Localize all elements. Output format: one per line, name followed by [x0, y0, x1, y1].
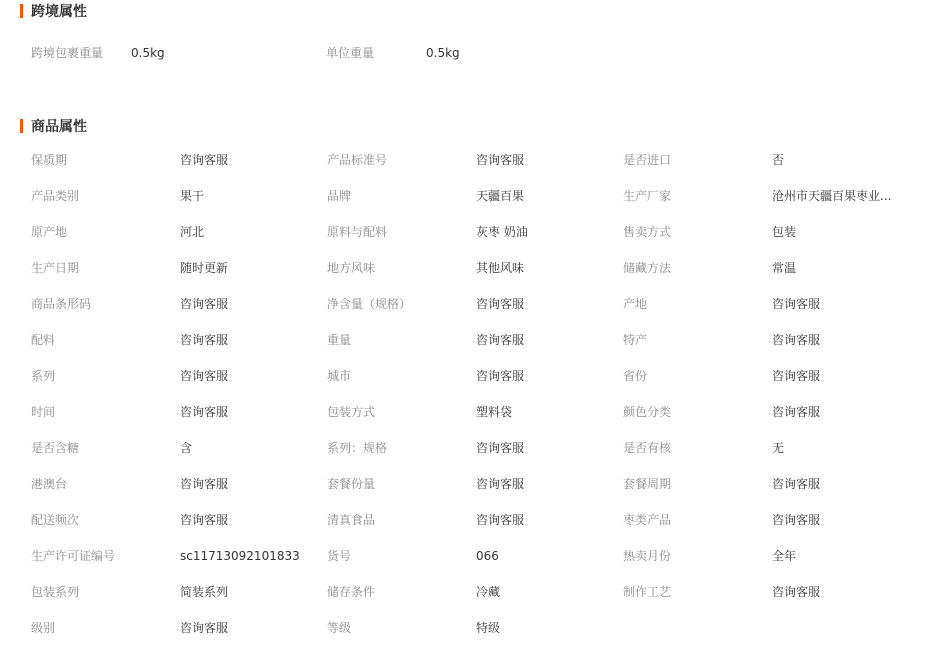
cross-border-label: 单位重量 [326, 46, 375, 60]
attribute-value: 咨询客服 [772, 333, 821, 347]
attribute-cell [31, 394, 327, 430]
attribute-value: 塑料袋 [476, 405, 513, 419]
attribute-row [31, 394, 931, 430]
attribute-label: 生产厂家 [623, 189, 672, 203]
attribute-value: 特级 [476, 621, 501, 635]
attribute-cell [623, 322, 919, 358]
cross-border-label: 跨境包裹重量 [31, 46, 104, 60]
attribute-label: 地方风味 [327, 261, 376, 275]
attribute-value: 咨询客服 [772, 585, 821, 599]
attribute-label: 售卖方式 [623, 225, 672, 239]
attribute-cell [31, 502, 327, 538]
attribute-cell [327, 394, 623, 430]
attribute-value: 咨询客服 [476, 441, 525, 455]
attribute-value: 包装 [772, 225, 797, 239]
attribute-cell [31, 538, 327, 574]
attribute-label: 商品条形码 [31, 297, 92, 311]
attribute-label: 制作工艺 [623, 585, 672, 599]
attribute-cell [327, 538, 623, 574]
attribute-label: 原料与配料 [327, 225, 388, 239]
attribute-label: 热卖月份 [623, 549, 672, 563]
attribute-label: 级别 [31, 621, 56, 635]
cross-border-row [0, 44, 949, 62]
attribute-value: 咨询客服 [180, 369, 229, 383]
attribute-label: 是否进口 [623, 153, 672, 167]
attribute-value: 咨询客服 [476, 153, 525, 167]
attribute-cell [623, 430, 919, 466]
attribute-label: 颜色分类 [623, 405, 672, 419]
attribute-row [31, 142, 931, 178]
attribute-value: 咨询客服 [476, 369, 525, 383]
attribute-value: 随时更新 [180, 261, 229, 275]
attribute-cell [327, 502, 623, 538]
attribute-cell [31, 214, 327, 250]
attribute-label: 生产日期 [31, 261, 80, 275]
attribute-value: 咨询客服 [180, 621, 229, 635]
attribute-label: 产品类别 [31, 189, 80, 203]
attribute-label: 套餐份量 [327, 477, 376, 491]
attribute-row [31, 250, 931, 286]
attribute-value: 咨询客服 [476, 513, 525, 527]
attribute-label: 包装方式 [327, 405, 376, 419]
attribute-cell [327, 214, 623, 250]
attribute-cell [327, 466, 623, 502]
attribute-label: 省份 [623, 369, 648, 383]
attribute-row [31, 610, 931, 646]
attribute-value: 咨询客服 [476, 477, 525, 491]
attribute-label: 产品标准号 [327, 153, 388, 167]
attribute-row [31, 466, 931, 502]
attribute-value: 天疆百果 [476, 189, 525, 203]
attribute-cell [623, 394, 919, 430]
attribute-label: 配料 [31, 333, 56, 347]
attribute-cell [327, 430, 623, 466]
attribute-value: 咨询客服 [180, 405, 229, 419]
attribute-row [31, 286, 931, 322]
attribute-value: 无 [772, 441, 785, 455]
attribute-row [31, 214, 931, 250]
attribute-label: 清真食品 [327, 513, 376, 527]
attribute-cell [31, 286, 327, 322]
attribute-cell [623, 214, 919, 250]
attribute-cell [31, 142, 327, 178]
attribute-row [31, 502, 931, 538]
attribute-row [31, 430, 931, 466]
attribute-label: 储存条件 [327, 585, 376, 599]
attribute-cell [623, 142, 919, 178]
attribute-label: 枣类产品 [623, 513, 672, 527]
attribute-label: 保质期 [31, 153, 68, 167]
attribute-label: 原产地 [31, 225, 68, 239]
attribute-value: 常温 [772, 261, 797, 275]
attribute-value: 咨询客服 [180, 477, 229, 491]
attribute-cell [327, 250, 623, 286]
attribute-value: 冷藏 [476, 585, 501, 599]
attribute-value: 否 [772, 153, 785, 167]
cross-border-value: 0.5kg [426, 46, 460, 60]
attribute-label: 套餐周期 [623, 477, 672, 491]
attribute-row [31, 322, 931, 358]
attribute-label: 重量 [327, 333, 352, 347]
attribute-label: 港澳台 [31, 477, 68, 491]
attribute-value: 咨询客服 [772, 513, 821, 527]
attribute-row [31, 574, 931, 610]
attribute-row [31, 358, 931, 394]
attribute-cell [31, 178, 327, 214]
attribute-cell [31, 466, 327, 502]
attribute-value: 果干 [180, 189, 205, 203]
attribute-cell [31, 574, 327, 610]
attribute-cell [327, 178, 623, 214]
product-attributes-title-text: 商品属性 [31, 119, 87, 135]
attribute-cell [623, 286, 919, 322]
attribute-label: 时间 [31, 405, 56, 419]
attribute-value: 含 [180, 441, 193, 455]
attribute-cell [623, 358, 919, 394]
attribute-label: 系列 [31, 369, 56, 383]
attribute-value: 简装系列 [180, 585, 229, 599]
attribute-label: 配送频次 [31, 513, 80, 527]
cross-border-section-title [20, 2, 87, 20]
attribute-label: 净含量（规格） [327, 297, 412, 311]
attribute-value: 咨询客服 [476, 333, 525, 347]
attribute-label: 是否含糖 [31, 441, 80, 455]
attribute-cell [31, 358, 327, 394]
attribute-cell [31, 610, 327, 646]
attribute-value: 咨询客服 [772, 297, 821, 311]
attribute-cell [327, 610, 623, 646]
attribute-value: 咨询客服 [180, 513, 229, 527]
attribute-label: 货号 [327, 549, 352, 563]
attribute-value: 咨询客服 [476, 297, 525, 311]
attribute-cell [327, 358, 623, 394]
attribute-label: 系列：规格 [327, 441, 388, 455]
attribute-cell [623, 250, 919, 286]
attribute-row [31, 178, 931, 214]
attribute-value: 咨询客服 [772, 369, 821, 383]
attribute-cell [327, 142, 623, 178]
cross-border-value: 0.5kg [131, 46, 165, 60]
attribute-label: 包装系列 [31, 585, 80, 599]
product-attributes-grid [31, 142, 931, 646]
attribute-value: 咨询客服 [772, 405, 821, 419]
attribute-cell [31, 322, 327, 358]
attribute-value: 河北 [180, 225, 205, 239]
attribute-cell [31, 250, 327, 286]
attribute-label: 城市 [327, 369, 352, 383]
attribute-cell [327, 322, 623, 358]
attribute-cell [623, 466, 919, 502]
attribute-label: 生产许可证编号 [31, 549, 116, 563]
attribute-value: 咨询客服 [772, 477, 821, 491]
attribute-value: 其他风味 [476, 261, 525, 275]
attribute-value: 咨询客服 [180, 153, 229, 167]
section-accent-bar [20, 4, 23, 18]
attribute-cell [623, 178, 919, 214]
attribute-value: 沧州市天疆百果枣业... [772, 189, 892, 203]
attribute-value: 全年 [772, 549, 797, 563]
product-attributes-section-title [20, 117, 87, 135]
attribute-value: 灰枣 奶油 [476, 225, 528, 239]
cross-border-title-text: 跨境属性 [31, 4, 87, 20]
attribute-value: 咨询客服 [180, 333, 229, 347]
attribute-value: 咨询客服 [180, 297, 229, 311]
attribute-cell [327, 574, 623, 610]
attribute-label: 储藏方法 [623, 261, 672, 275]
attribute-cell [623, 574, 919, 610]
section-accent-bar [20, 119, 23, 133]
attribute-value: 066 [476, 549, 499, 563]
attribute-cell [31, 430, 327, 466]
attribute-label: 等级 [327, 621, 352, 635]
attribute-row [31, 538, 931, 574]
attribute-cell [327, 286, 623, 322]
attribute-cell [623, 538, 919, 574]
attribute-value: sc11713092101833 [180, 549, 300, 563]
attribute-label: 产地 [623, 297, 648, 311]
attribute-label: 是否有核 [623, 441, 672, 455]
attribute-cell [623, 502, 919, 538]
attribute-label: 特产 [623, 333, 648, 347]
attribute-label: 品牌 [327, 189, 352, 203]
